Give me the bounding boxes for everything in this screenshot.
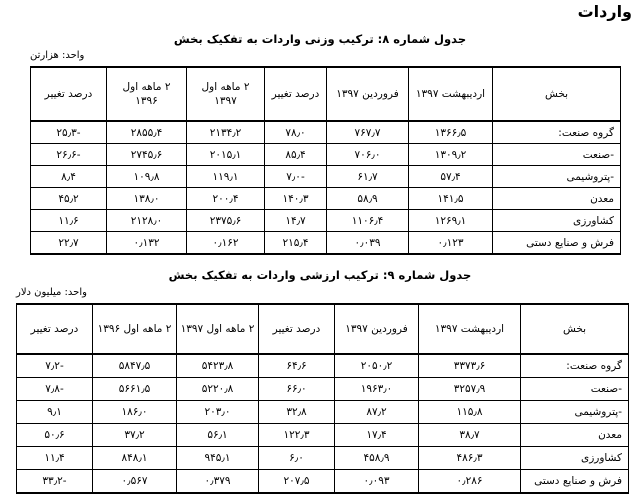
table8-cell: ۴۵٫۲ (31, 188, 107, 210)
table9-cell: ۱۹۶۳٫۰ (335, 378, 419, 401)
table8-cell: ۰٫۱۳۲ (107, 232, 187, 255)
table8-cell: ۵۷٫۴ (409, 166, 493, 188)
table8-cell: ۱۰۹٫۸ (107, 166, 187, 188)
table9-cell: ۹۴۵٫۱ (177, 447, 259, 470)
table9-header-change-2m: درصد تغییر (17, 304, 93, 354)
table-row (31, 166, 621, 188)
table8-cell: -۷٫۰ (265, 166, 327, 188)
table-row (17, 470, 629, 494)
table9-header-2m-1396: ۲ ماهه اول ۱۳۹۶ (93, 304, 177, 354)
table8 (30, 66, 621, 255)
table8-cell: ۶۱٫۷ (327, 166, 409, 188)
table9-cell: ۰٫۲۸۶ (419, 470, 521, 494)
table9-cell: ۱۲۲٫۳ (259, 424, 335, 447)
table8-header-change-2m: درصد تغییر (31, 67, 107, 121)
table9-cell: گروه صنعت: (521, 354, 629, 378)
table9-unit: واحد: میلیون دلار (16, 287, 87, 298)
table9-header-month2: اردیبهشت ۱۳۹۷ (419, 304, 521, 354)
table8-cell: ۱۳۸٫۰ (107, 188, 187, 210)
table9-cell: ۵۶۶۱٫۵ (93, 378, 177, 401)
table8-cell: ۱۲۶۹٫۱ (409, 210, 493, 232)
table8-header-month2: اردیبهشت ۱۳۹۷ (409, 67, 493, 121)
table8-cell: ۰٫۰۳۹ (327, 232, 409, 255)
table8-caption: جدول شماره ۸: ترکیب وزنی واردات به تفکیک بخش (173, 32, 467, 46)
table8-cell: ۷۶۷٫۷ (327, 121, 409, 144)
table9-caption: جدول شماره ۹: ترکیب ارزشی واردات به تفکیک بخش (168, 268, 472, 282)
table8-cell: معدن (493, 188, 621, 210)
table8-cell: ۲۰۰٫۴ (187, 188, 265, 210)
table-row (31, 210, 621, 232)
table9-cell: ۳۷٫۲ (93, 424, 177, 447)
table9-cell: معدن (521, 424, 629, 447)
table9-header-month1: فروردین ۱۳۹۷ (335, 304, 419, 354)
table8-cell: ۲۸۵۵٫۴ (107, 121, 187, 144)
table8-header-2m-1397: ۲ ماهه اول ۱۳۹۷ (187, 67, 265, 121)
table9-cell: ۴۸۶٫۳ (419, 447, 521, 470)
table8-cell: ۱۴۰٫۳ (265, 188, 327, 210)
table8-cell: ۸۵٫۴ (265, 144, 327, 166)
table9-cell: ۳۲۵۷٫۹ (419, 378, 521, 401)
table9-cell: ۰٫۰۹۳ (335, 470, 419, 494)
table9-cell: -۳۳٫۲ (17, 470, 93, 494)
table8-cell: ۱۱٫۶ (31, 210, 107, 232)
table8-cell: ۱۳۶۶٫۵ (409, 121, 493, 144)
table9-cell: ۳۳۷۳٫۶ (419, 354, 521, 378)
table8-unit: واحد: هزارتن (30, 50, 85, 61)
table9 (16, 303, 629, 494)
table8-cell: ۲۳۷۵٫۶ (187, 210, 265, 232)
table8-cell: ۲۲٫۷ (31, 232, 107, 255)
table8-cell: ۱۱۹٫۱ (187, 166, 265, 188)
table8-cell: -پتروشیمی (493, 166, 621, 188)
table8-cell: ۰٫۱۲۳ (409, 232, 493, 255)
table9-cell: ۰٫۵۶۷ (93, 470, 177, 494)
table8-cell: فرش و صنایع دستی (493, 232, 621, 255)
table8-cell: ۲۷۴۵٫۶ (107, 144, 187, 166)
table9-cell: ۰٫۳۷۹ (177, 470, 259, 494)
table9-cell: ۳۸٫۷ (419, 424, 521, 447)
table9-cell: فرش و صنایع دستی (521, 470, 629, 494)
table9-cell: ۳۲٫۸ (259, 401, 335, 424)
table-row (17, 447, 629, 470)
table8-cell: ۱۴٫۷ (265, 210, 327, 232)
table8-cell: ۵۸٫۹ (327, 188, 409, 210)
table9-cell: -۷٫۲ (17, 354, 93, 378)
table8-cell: ۲۱۵٫۴ (265, 232, 327, 255)
table9-cell: -پتروشیمی (521, 401, 629, 424)
table8-cell: گروه صنعت: (493, 121, 621, 144)
table8-header-change-month: درصد تغییر (265, 67, 327, 121)
table9-cell: ۵۴۲۳٫۸ (177, 354, 259, 378)
table8-cell: ۱۴۱٫۵ (409, 188, 493, 210)
table9-cell: ۱۱۵٫۸ (419, 401, 521, 424)
table-row (17, 401, 629, 424)
table8-header-sector: بخش (493, 67, 621, 121)
table-row (17, 354, 629, 378)
table8-cell: ۱۱۰۶٫۴ (327, 210, 409, 232)
table-row (31, 232, 621, 255)
table9-cell: ۵۸۴۷٫۵ (93, 354, 177, 378)
table9-cell: ۲۰۷٫۵ (259, 470, 335, 494)
table8-cell: ۷۰۶٫۰ (327, 144, 409, 166)
table9-cell: ۲۰۳٫۰ (177, 401, 259, 424)
table9-cell: ۶۶٫۰ (259, 378, 335, 401)
table9-cell: ۴۵۸٫۹ (335, 447, 419, 470)
table-row (31, 144, 621, 166)
table-row (17, 424, 629, 447)
table9-cell: ۵۰٫۶ (17, 424, 93, 447)
table9-cell: ۱۷٫۴ (335, 424, 419, 447)
section-title: واردات (577, 2, 632, 21)
table9-cell: -۷٫۸ (17, 378, 93, 401)
table9-cell: ۱۸۶٫۰ (93, 401, 177, 424)
table9-cell: ۱۱٫۴ (17, 447, 93, 470)
table8-cell: ۲۱۳۴٫۲ (187, 121, 265, 144)
table8-cell: کشاورزی (493, 210, 621, 232)
table9-cell: ۹٫۱ (17, 401, 93, 424)
table-row (31, 121, 621, 144)
table9-header-change-month: درصد تغییر (259, 304, 335, 354)
table9-cell: ۸۷٫۲ (335, 401, 419, 424)
table8-cell: ۲۰۱۵٫۱ (187, 144, 265, 166)
table8-cell: ۰٫۱۶۲ (187, 232, 265, 255)
table8-cell: ۱۳۰۹٫۲ (409, 144, 493, 166)
table9-cell: ۵۲۲۰٫۸ (177, 378, 259, 401)
table8-cell: ۲۱۲۸٫۰ (107, 210, 187, 232)
table9-cell: ۸۴۸٫۱ (93, 447, 177, 470)
table8-cell: -۲۶٫۶ (31, 144, 107, 166)
table-row (17, 378, 629, 401)
table9-cell: -صنعت (521, 378, 629, 401)
table8-cell: -۲۵٫۳ (31, 121, 107, 144)
table9-header-2m-1397: ۲ ماهه اول ۱۳۹۷ (177, 304, 259, 354)
table-row (31, 188, 621, 210)
table9-header-sector: بخش (521, 304, 629, 354)
table9-cell: کشاورزی (521, 447, 629, 470)
table8-cell: -صنعت (493, 144, 621, 166)
table8-header-month1: فروردین ۱۳۹۷ (327, 67, 409, 121)
table8-cell: ۸٫۴ (31, 166, 107, 188)
table9-cell: ۲۰۵۰٫۲ (335, 354, 419, 378)
table9-cell: ۶٫۰ (259, 447, 335, 470)
table8-cell: ۷۸٫۰ (265, 121, 327, 144)
table8-header-2m-1396: ۲ ماهه اول ۱۳۹۶ (107, 67, 187, 121)
table9-cell: ۶۴٫۶ (259, 354, 335, 378)
table9-cell: ۵۶٫۱ (177, 424, 259, 447)
